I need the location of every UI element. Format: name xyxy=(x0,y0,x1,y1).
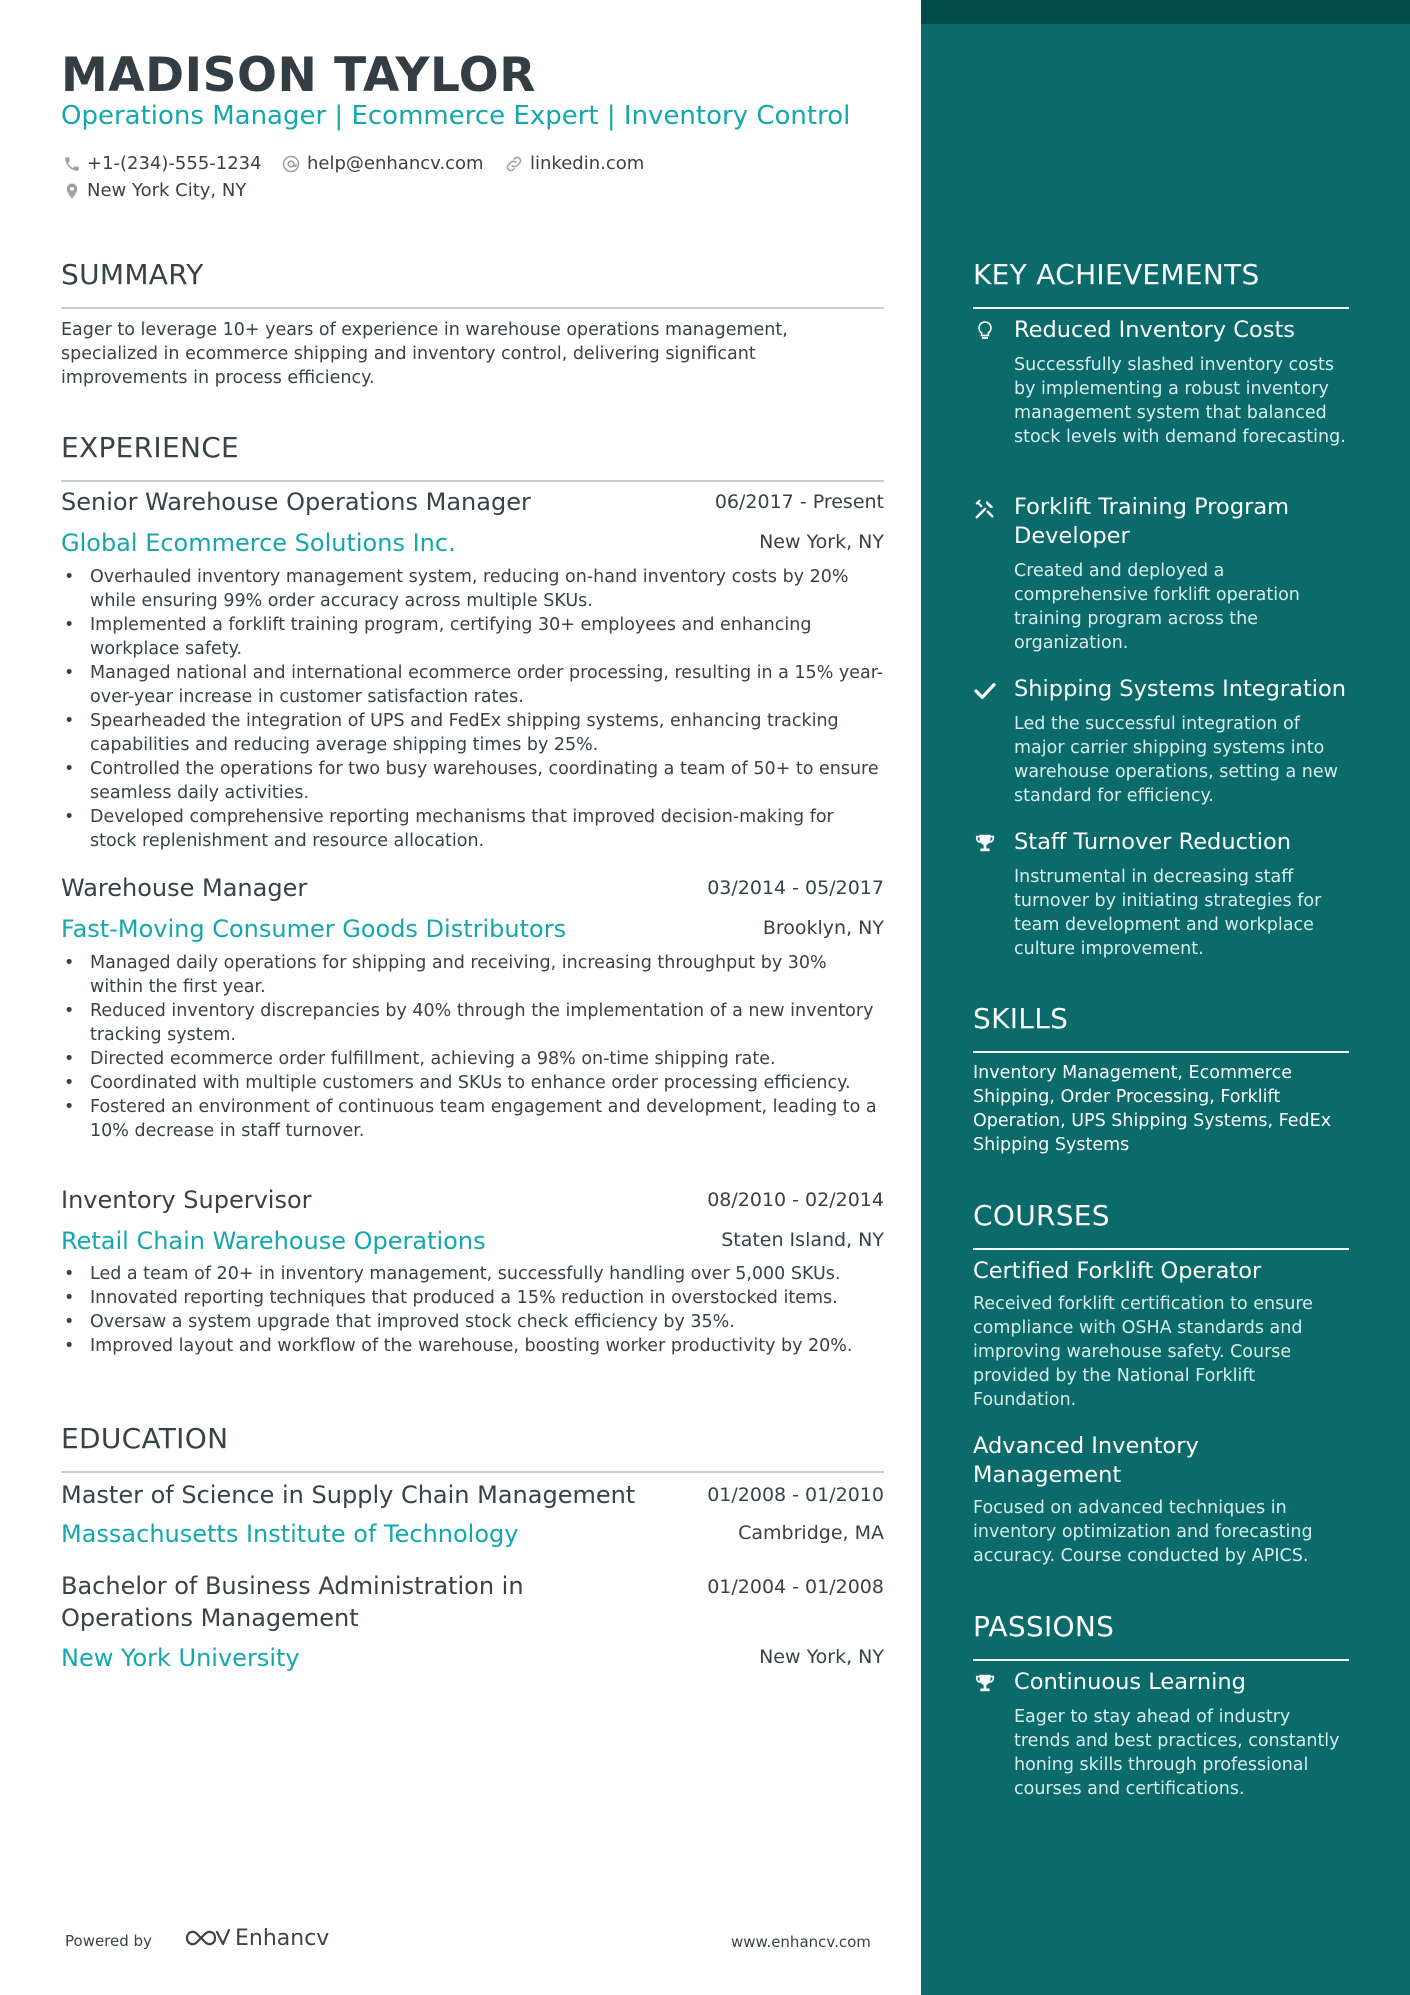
passion-title: Continuous Learning xyxy=(1014,1669,1246,1695)
achievement-desc: Successfully slashed inventory costs by implementing a robust inventory management system that balanced stock levels with demand forecasting. xyxy=(1014,355,1346,447)
achievement-title: Shipping Systems Integration xyxy=(1014,676,1347,702)
bullet-item: • Oversaw a system upgrade that improved stock check efficiency by 35%. xyxy=(61,1310,884,1334)
bullet-item: • Reduced inventory discrepancies by 40% through the implementation of a new inventory tracking system. xyxy=(61,999,884,1047)
job-location: Brooklyn, NY xyxy=(762,917,884,939)
company-name: Fast-Moving Consumer Goods Distributors xyxy=(61,915,567,943)
enhancv-logo[interactable] xyxy=(183,1925,329,1951)
phone-text: +1-(234)-555-1234 xyxy=(87,153,262,174)
course-title: Advanced Inventory Management xyxy=(973,1433,1199,1488)
phone-contact xyxy=(63,153,262,174)
school-location: New York, NY xyxy=(759,1646,884,1668)
skills-heading: SKILLS xyxy=(973,1002,1349,1035)
linkedin-contact[interactable] xyxy=(504,153,644,174)
job-title: Warehouse Manager xyxy=(61,874,308,902)
bullet-item: • Overhauled inventory management system, reducing on-hand inventory costs by 20% while ensuring 99% order accuracy across multiple SKUs. xyxy=(61,565,884,613)
job-location: New York, NY xyxy=(759,531,884,553)
job-location: Staten Island, NY xyxy=(721,1229,884,1251)
job-title: Senior Warehouse Operations Manager xyxy=(61,488,531,516)
bullet-item: • Implemented a forklift training program, certifying 30+ employees and enhancing workplace safety. xyxy=(61,613,884,661)
courses-heading: COURSES xyxy=(973,1199,1349,1232)
job-bullets xyxy=(61,565,884,853)
achievement-title: Forklift Training Program Developer xyxy=(1014,494,1290,549)
job-bullets xyxy=(61,951,884,1143)
bullet-item: • Fostered an environment of continuous team engagement and development, leading to a 10% decrease in staff turnover. xyxy=(61,1095,884,1143)
trophy-icon xyxy=(973,1671,997,1695)
candidate-name: MADISON TAYLOR xyxy=(61,48,536,103)
passions-heading: PASSIONS xyxy=(973,1610,1349,1643)
degree-title: Master of Science in Supply Chain Management xyxy=(61,1481,636,1509)
email-text: help@enhancv.com xyxy=(307,153,484,174)
achievement-desc: Instrumental in decreasing staff turnover by initiating strategies for team development and workplace culture improvement. xyxy=(1014,867,1322,959)
bullet-item: • Developed comprehensive reporting mechanisms that improved decision-making for stock replenishment and resource allocation. xyxy=(61,805,884,853)
course-desc: Received forklift certification to ensure compliance with OSHA standards and improving warehouse safety. Course provided by the National Forklift Foundation. xyxy=(973,1294,1313,1410)
phone-icon xyxy=(63,155,81,173)
bullet-item: • Innovated reporting techniques that produced a 15% reduction in overstocked items. xyxy=(61,1286,884,1310)
job-bullets xyxy=(61,1262,884,1358)
school-name: New York University xyxy=(61,1644,300,1672)
achievements-heading: KEY ACHIEVEMENTS xyxy=(973,258,1349,291)
course-desc: Focused on advanced techniques in inventory optimization and forecasting accuracy. Course conducted by APICS. xyxy=(973,1498,1313,1566)
enhancv-logo-icon xyxy=(183,1925,231,1951)
at-sign-icon xyxy=(281,154,301,174)
degree-title: Bachelor of Business Administration in Operations Management xyxy=(61,1572,524,1632)
achievement-desc: Led the successful integration of major carrier shipping systems into warehouse operations, setting a new standard for efficiency. xyxy=(1014,714,1338,806)
link-icon xyxy=(504,154,524,174)
trophy-icon xyxy=(973,831,997,855)
bullet-item: • Controlled the operations for two busy warehouses, coordinating a team of 50+ to ensure seamless daily activities. xyxy=(61,757,884,805)
powered-by-label: Powered by xyxy=(65,1932,152,1950)
bullet-item: • Improved layout and workflow of the warehouse, boosting worker productivity by 20%. xyxy=(61,1334,884,1358)
enhancv-logo-text: Enhancv xyxy=(235,1925,330,1951)
education-dates: 01/2004 - 01/2008 xyxy=(707,1576,884,1598)
company-name: Global Ecommerce Solutions Inc. xyxy=(61,529,456,557)
bullet-item: • Led a team of 20+ in inventory management, successfully handling over 5,000 SKUs. xyxy=(61,1262,884,1286)
email-contact[interactable] xyxy=(281,153,484,174)
education-dates: 01/2008 - 01/2010 xyxy=(707,1484,884,1506)
course-title: Certified Forklift Operator xyxy=(973,1258,1262,1284)
job-title: Inventory Supervisor xyxy=(61,1186,312,1214)
summary-heading: SUMMARY xyxy=(61,258,884,291)
bullet-item: • Managed national and international ecommerce order processing, resulting in a 15% year-over-year increase in customer satisfaction rates. xyxy=(61,661,884,709)
linkedin-text: linkedin.com xyxy=(530,153,645,174)
achievement-title: Staff Turnover Reduction xyxy=(1014,829,1292,855)
tools-icon xyxy=(973,497,997,521)
achievement-desc: Created and deployed a comprehensive forklift operation training program across the organization. xyxy=(1014,561,1300,653)
lightbulb-icon xyxy=(973,319,997,343)
job-dates: 08/2010 - 02/2014 xyxy=(707,1189,884,1211)
summary-text: Eager to leverage 10+ years of experience in warehouse operations management, specialized in ecommerce shipping and inventory control, delivering significant improvements in process efficiency. xyxy=(61,320,788,388)
job-dates: 06/2017 - Present xyxy=(714,491,884,513)
passion-desc: Eager to stay ahead of industry trends and best practices, constantly honing skills through professional courses and certifications. xyxy=(1014,1707,1340,1799)
bullet-item: • Coordinated with multiple customers and SKUs to enhance order processing efficiency. xyxy=(61,1071,884,1095)
location-pin-icon xyxy=(63,181,81,201)
bullet-item: • Directed ecommerce order fulfillment, achieving a 98% on-time shipping rate. xyxy=(61,1047,884,1071)
sidebar-top-band xyxy=(921,0,1410,24)
education-heading: EDUCATION xyxy=(61,1422,884,1455)
location-contact xyxy=(63,180,246,201)
experience-heading: EXPERIENCE xyxy=(61,431,884,464)
candidate-title: Operations Manager | Ecommerce Expert | Inventory Control xyxy=(61,101,851,131)
achievement-title: Reduced Inventory Costs xyxy=(1014,317,1296,343)
checkmark-icon xyxy=(973,679,997,703)
location-text: New York City, NY xyxy=(87,180,247,201)
company-name: Retail Chain Warehouse Operations xyxy=(61,1227,486,1255)
job-dates: 03/2014 - 05/2017 xyxy=(707,877,884,899)
school-location: Cambridge, MA xyxy=(738,1522,884,1544)
website-link[interactable]: www.enhancv.com xyxy=(731,1933,871,1951)
bullet-item: • Managed daily operations for shipping and receiving, increasing throughput by 30% within the first year. xyxy=(61,951,884,999)
bullet-item: • Spearheaded the integration of UPS and FedEx shipping systems, enhancing tracking capabilities and reducing average shipping times by 25%. xyxy=(61,709,884,757)
skills-text: Inventory Management, Ecommerce Shipping, Order Processing, Forklift Operation, UPS Shipping Systems, FedEx Shipping Systems xyxy=(973,1063,1332,1155)
school-name: Massachusetts Institute of Technology xyxy=(61,1520,519,1548)
